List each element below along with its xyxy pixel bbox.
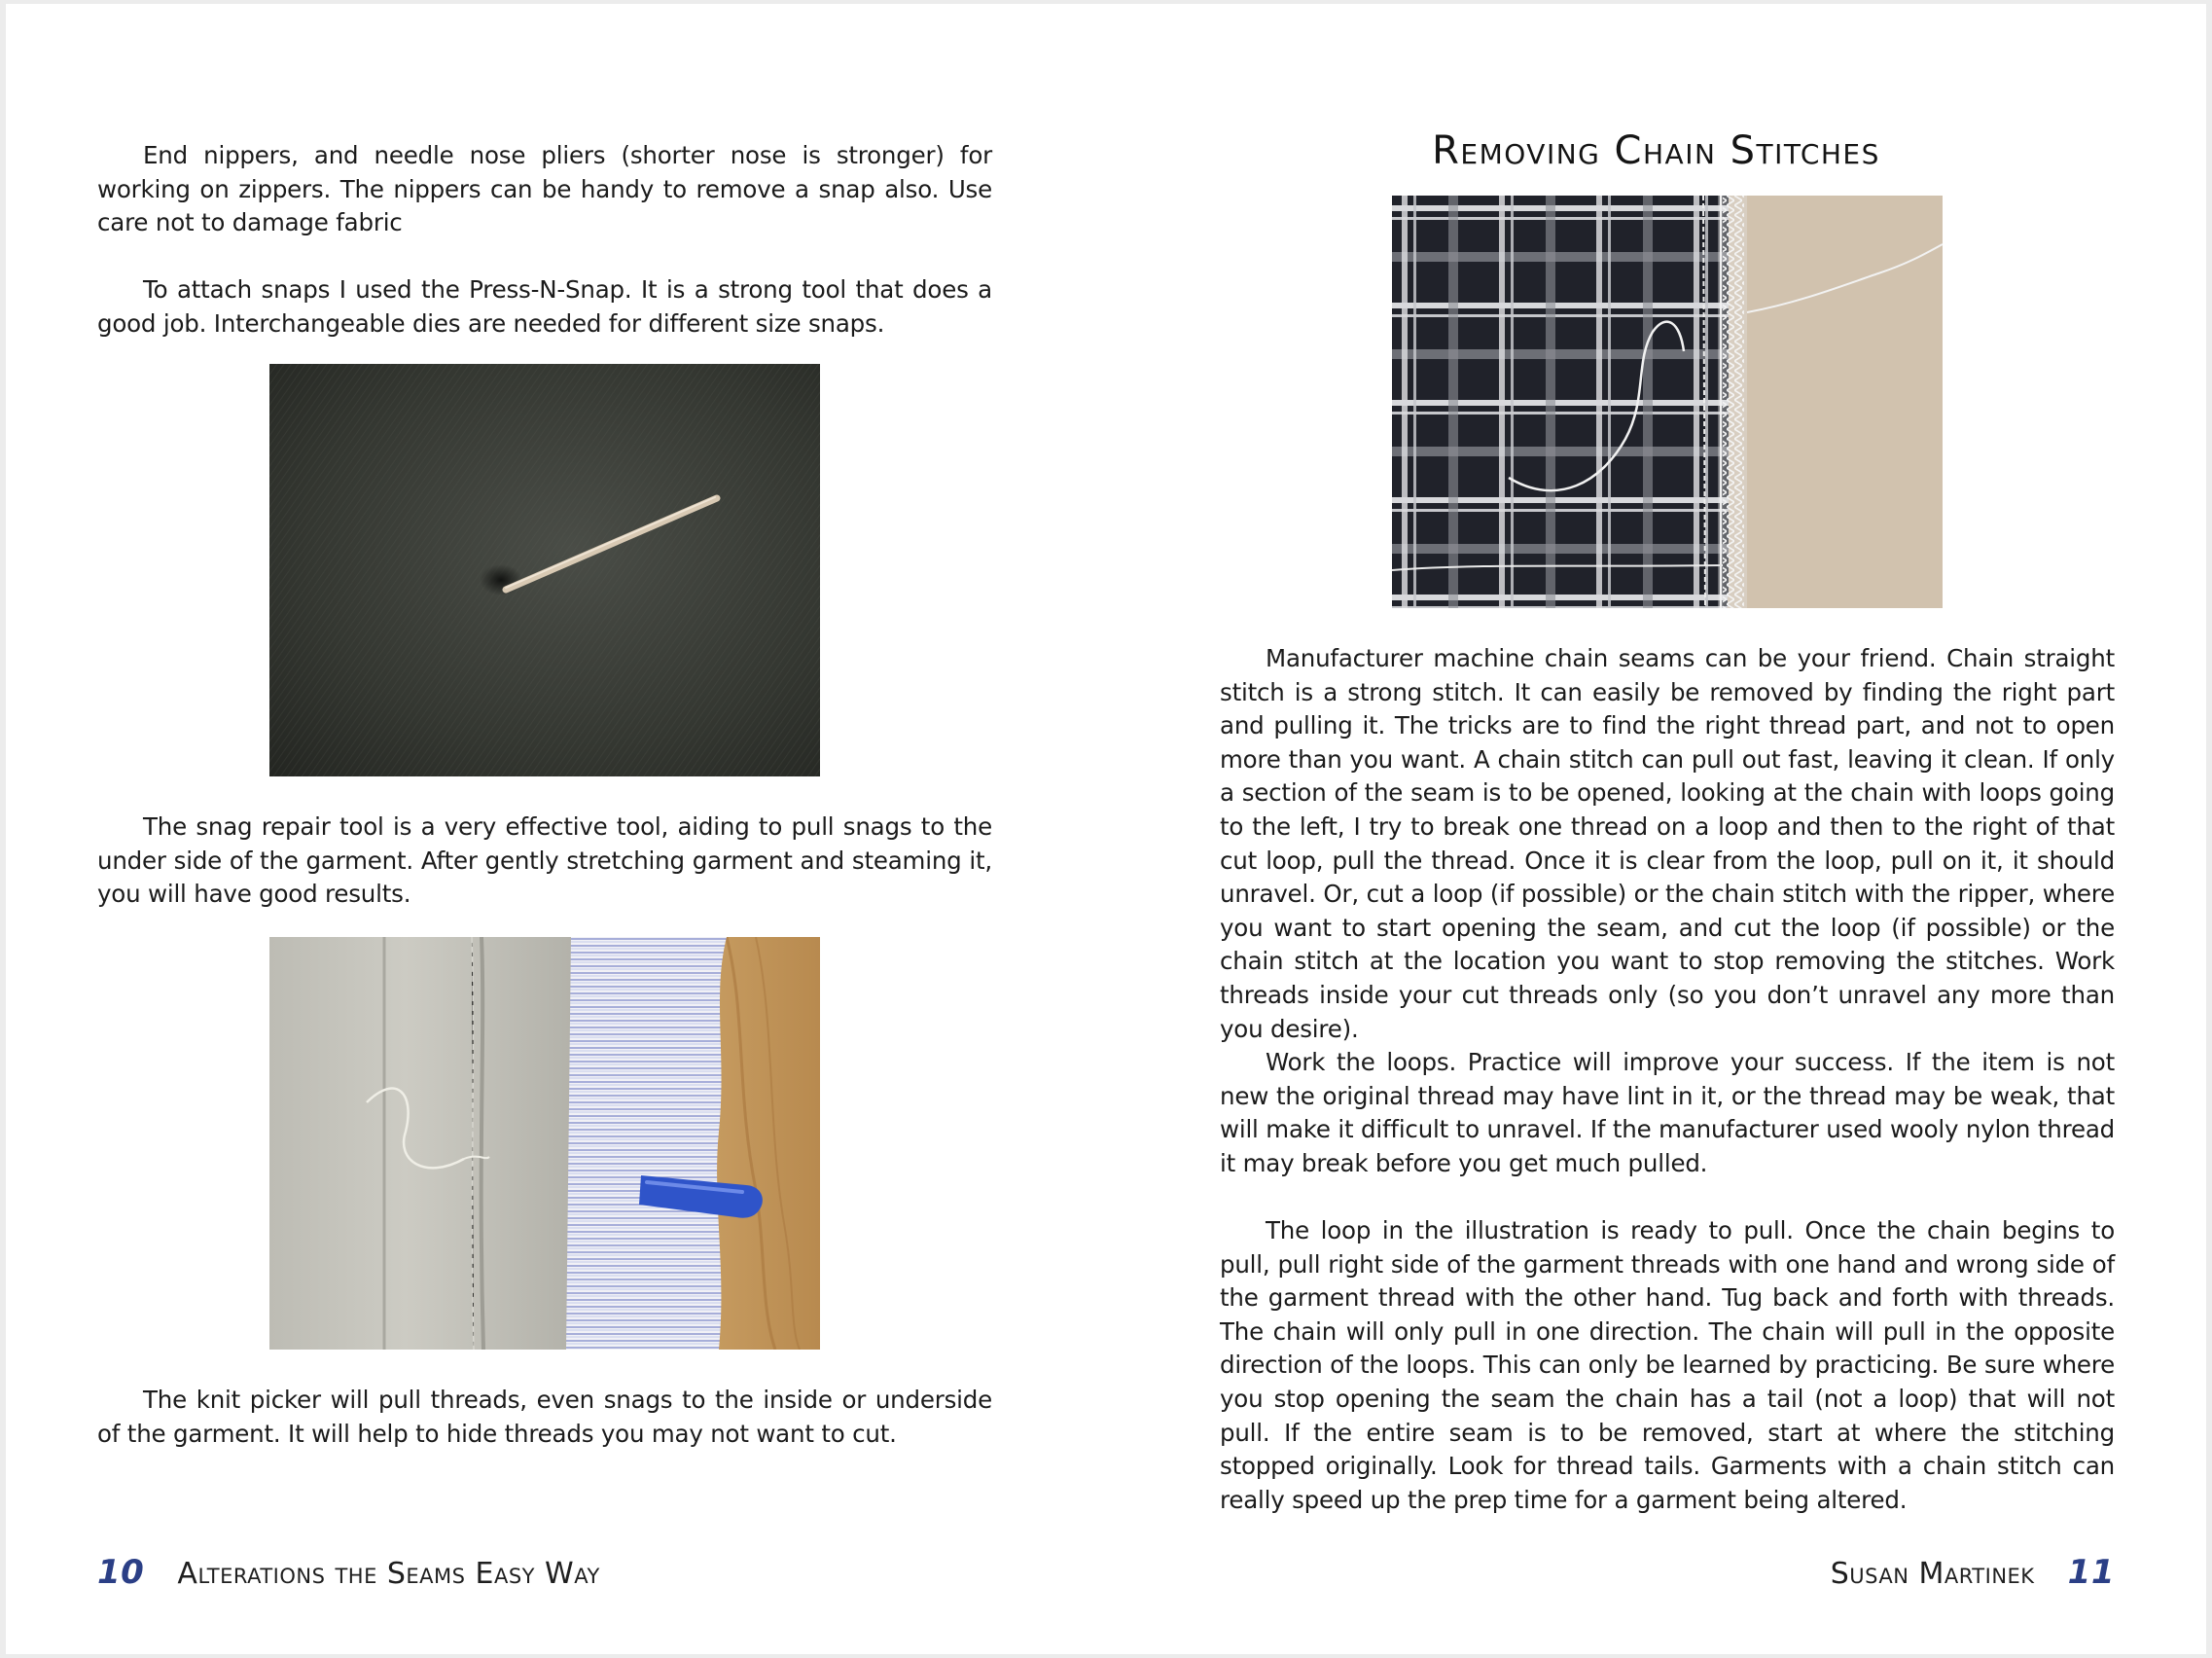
paragraph-snag-repair: The snag repair tool is a very effective tool, aiding to pull snags to the under side of the garment. After gently stretching garment and steaming it, you will have good results. <box>97 812 992 909</box>
snag-tool-illustration <box>269 364 820 776</box>
right-page <box>1106 4 2206 1654</box>
paragraph-loop-illustration: The loop in the illustration is ready to pull. Once the chain begins to pull, pull right side of the garment threads with one hand and wrong side of the garment thread with the other hand. Tug back and forth with threads. The chain will only pull in one direction. The chain will pull in the opposite direction of the loops. This can only be learned by practicing. Be sure where you stop opening the seam the chain has a tail (not a loop) that will not pull. If the entire seam is to be removed, start at where the stitching stopped originally. Look for thread tails. Garments with a chain stitch can really speed up the prep time for a garment being altered. <box>1220 1216 2115 1514</box>
knit-picker-photo <box>269 937 820 1350</box>
right-footer <box>1831 1553 2115 1596</box>
knit-picker-illustration <box>269 937 820 1350</box>
book-title: Alterations the Seams Easy Way <box>177 1557 600 1591</box>
book-spread <box>6 4 2206 1654</box>
page-number-left: 10 <box>97 1553 145 1592</box>
paragraph-work-loops: Work the loops. Practice will improve your success. If the item is not new the original thread may have lint in it, or the thread may be weak, that will make it difficult to unravel. If the manufacturer used wooly nylon thread it may break before you get much pulled. <box>1220 1048 2115 1177</box>
author-name: Susan Martinek <box>1830 1557 2035 1591</box>
paragraph-nippers: End nippers, and needle nose pliers (shorter nose is stronger) for working on zippers. The nippers can be handy to remove a snap also. Use care not to damage fabric <box>97 141 992 237</box>
paragraph-chain-seams: Manufacturer machine chain seams can be your friend. Chain straight stitch is a strong stitch. It can easily be removed by finding the right part and pulling it. The tricks are to find the right thread part, and not to open more than you want. A chain stitch can pull out fast, leaving it clean. If only a section of the seam is to be opened, looking at the chain with loops going to the left, I try to break one thread on a loop and then to the right of that cut loop, pull the thread. Once it is clear from the loop, pull on it, it should unravel. Or, cut a loop (if possible) or the chain stitch with the ripper, where you want to start opening the seam, and cut the loop (if possible) or the chain stitch at the location you want to stop removing the stitches. Work threads inside your cut threads only (so you don’t unravel any more than you desire). <box>1220 644 2115 1043</box>
chain-stitch-photo <box>1392 196 1943 608</box>
paragraph-knit-picker: The knit picker will pull threads, even snags to the inside or underside of the garment. It will help to hide threads you may not want to cut. <box>97 1386 992 1448</box>
snag-tool-photo <box>269 364 820 776</box>
chain-stitch-illustration <box>1392 196 1943 608</box>
page-number-right: 11 <box>2067 1553 2115 1592</box>
left-footer <box>97 1553 600 1596</box>
left-page <box>6 4 1106 1654</box>
paragraph-press-n-snap: To attach snaps I used the Press-N-Snap. It is a strong tool that does a good job. Interchangeable dies are needed for different size snaps. <box>97 275 992 338</box>
section-heading: Removing Chain Stitches <box>1432 128 1880 173</box>
